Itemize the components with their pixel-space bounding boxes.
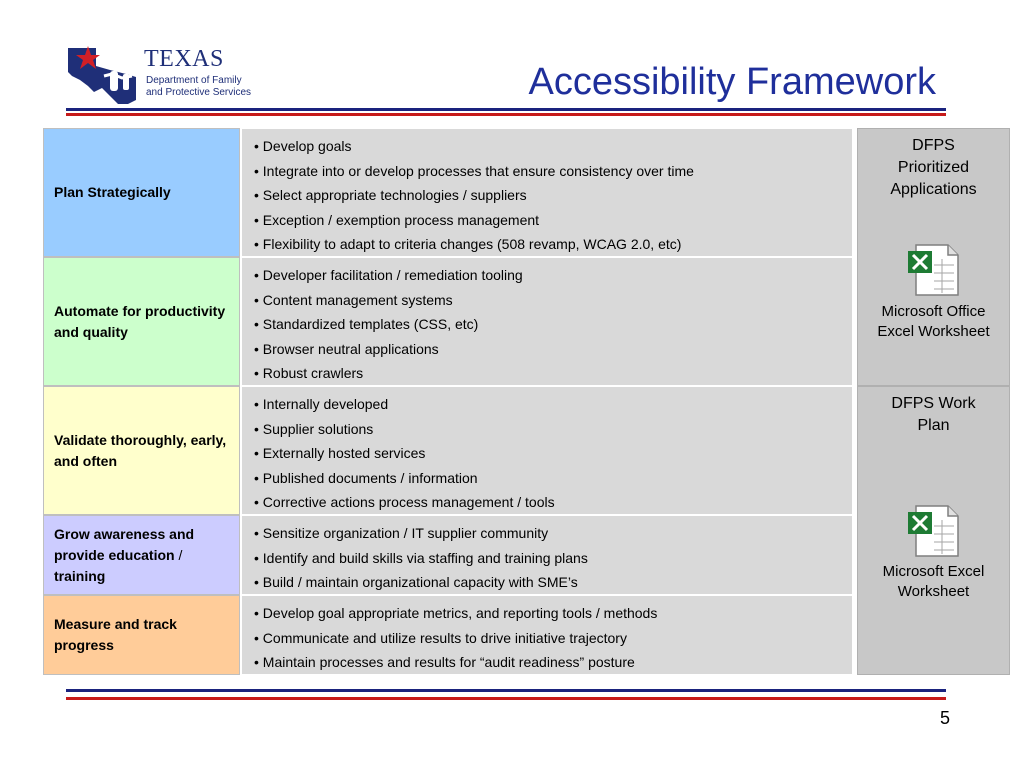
logo-subtitle — [146, 75, 251, 99]
category-label — [43, 515, 240, 595]
category-details — [241, 595, 853, 675]
side-panel-title: DFPS Prioritized Applications — [890, 137, 977, 198]
object-label-line-1: Microsoft Office — [881, 303, 986, 320]
category-details — [241, 128, 853, 257]
detail-item: • Identify and build skills via staffing and training plans — [254, 546, 842, 571]
detail-item: • Externally hosted services — [254, 441, 842, 466]
side-panel-work-plan — [857, 386, 1010, 675]
detail-item: • Build / maintain organizational capacity with SME’s — [254, 570, 842, 595]
side-panel-title: DFPS Work Plan — [891, 395, 976, 434]
detail-item: • Maintain processes and results for “audit readiness” posture — [254, 650, 842, 675]
logo-wordmark: TEXAS — [144, 46, 224, 72]
framework-row-grow — [43, 515, 853, 595]
category-label: Validate thoroughly, early, and often — [43, 386, 240, 515]
side-panel-prioritized-applications — [857, 128, 1010, 386]
dfps-logo — [66, 44, 266, 108]
detail-item: • Content management systems — [254, 288, 842, 313]
texas-map-logo-icon — [66, 44, 144, 108]
footer-rule-red — [66, 697, 946, 700]
object-label-line-2: Worksheet — [897, 583, 970, 600]
detail-item: • Flexibility to adapt to criteria changes (508 revamp, WCAG 2.0, etc) — [254, 232, 842, 257]
excel-worksheet-icon[interactable] — [906, 504, 960, 558]
detail-item: • Browser neutral applications — [254, 337, 842, 362]
detail-item: • Develop goals — [254, 134, 842, 159]
logo-line-2: and Protective Services — [146, 87, 252, 98]
detail-item: • Supplier solutions — [254, 417, 842, 442]
header-rule-blue — [66, 108, 946, 111]
header-rule-red — [66, 113, 946, 116]
category-details — [241, 257, 853, 386]
category-label: Plan Strategically — [43, 128, 240, 257]
category-label-separator: / — [174, 546, 183, 563]
framework-row-plan — [43, 128, 853, 257]
detail-item: • Developer facilitation / remediation tooling — [254, 263, 842, 288]
category-label-tail: training — [54, 567, 106, 584]
embedded-object-label — [858, 562, 1009, 602]
footer-rule-blue — [66, 689, 946, 692]
category-label-bold: Grow awareness and provide education — [54, 525, 195, 563]
embedded-object-label — [858, 302, 1009, 342]
object-label-line-2: Excel Worksheet — [877, 323, 990, 340]
category-label: Measure and track progress — [43, 595, 240, 675]
category-details — [241, 515, 853, 595]
detail-item: • Sensitize organization / IT supplier community — [254, 521, 842, 546]
excel-worksheet-icon[interactable] — [906, 243, 960, 297]
detail-item: • Select appropriate technologies / suppliers — [254, 183, 842, 208]
object-label-line-1: Microsoft Excel — [882, 563, 985, 580]
detail-item: • Robust crawlers — [254, 361, 842, 386]
detail-item: • Communicate and utilize results to drive initiative trajectory — [254, 626, 842, 651]
framework-row-automate — [43, 257, 853, 386]
category-details — [241, 386, 853, 515]
logo-line-1: Department of Family — [146, 75, 242, 86]
slide-title: Accessibility Framework — [528, 61, 936, 103]
detail-item: • Integrate into or develop processes that ensure consistency over time — [254, 159, 842, 184]
detail-item: • Standardized templates (CSS, etc) — [254, 312, 842, 337]
detail-item: • Published documents / information — [254, 466, 842, 491]
detail-item: • Exception / exemption process management — [254, 208, 842, 233]
framework-row-validate — [43, 386, 853, 515]
framework-row-measure — [43, 595, 853, 675]
category-label: Automate for productivity and quality — [43, 257, 240, 386]
page-number: 5 — [940, 708, 951, 728]
detail-item: • Develop goal appropriate metrics, and reporting tools / methods — [254, 601, 842, 626]
detail-item: • Internally developed — [254, 392, 842, 417]
detail-item: • Corrective actions process management / tools — [254, 490, 842, 515]
